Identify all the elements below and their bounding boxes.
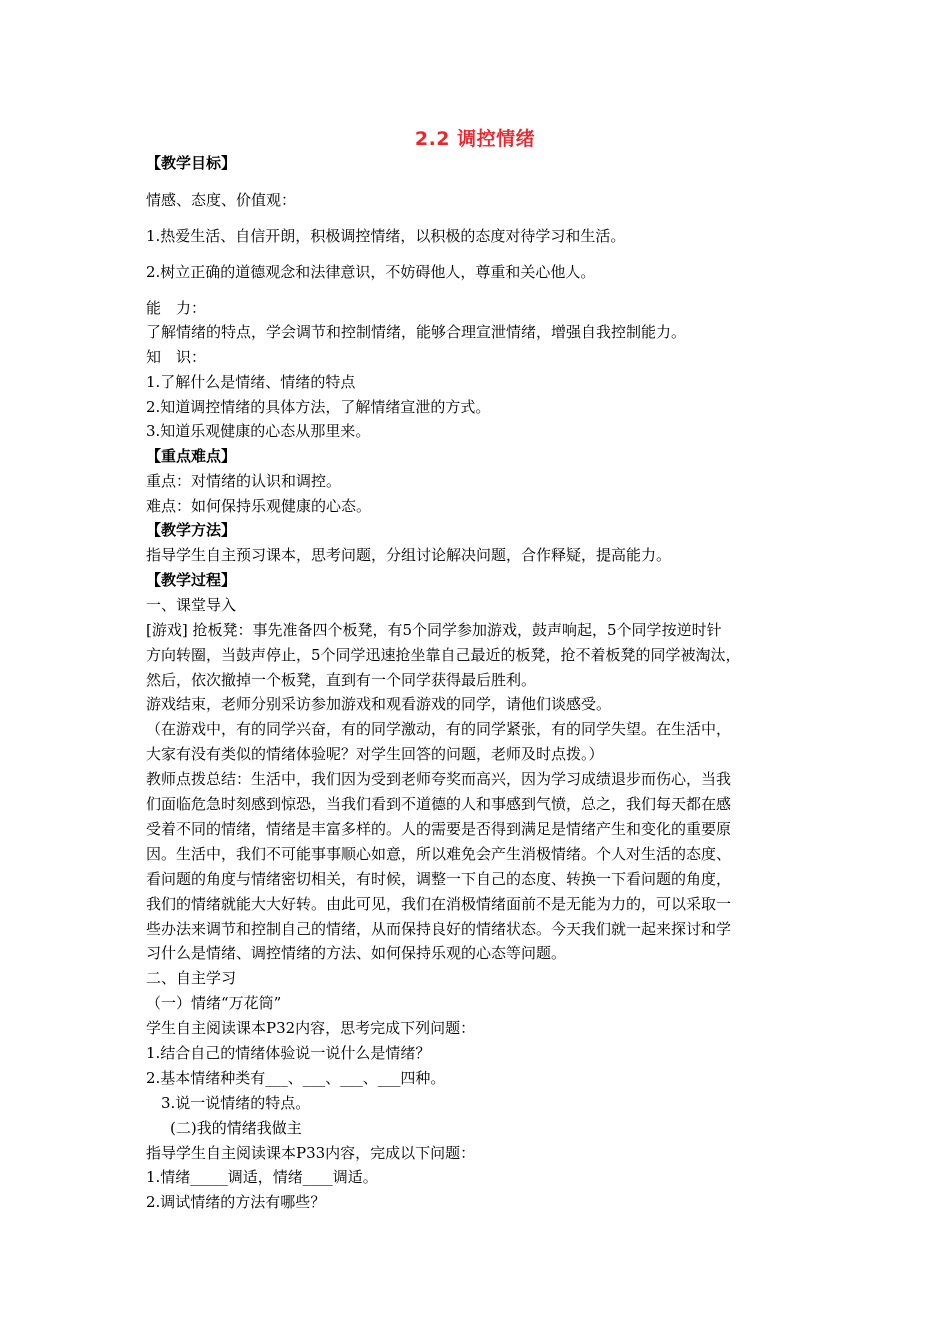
text-line: 指导学生自主预习课本，思考问题，分组讨论解决问题，合作释疑，提高能力。	[146, 546, 672, 564]
text-line: 教师点拨总结：生活中，我们因为受到老师夸奖而高兴，因为学习成绩退步而伤心，当我	[146, 770, 732, 788]
text-line: 受着不同的情绪，情绪是丰富多样的。人的需要是否得到满足是情绪产生和变化的重要原	[146, 820, 732, 838]
text-line: 们面临危急时刻感到惊恐，当我们看到不道德的人和事感到气愤，总之，我们每天都在感	[146, 795, 732, 813]
text-line: 学生自主阅读课本P32内容，思考完成下列问题：	[146, 1019, 476, 1037]
text-line: 2.基本情绪种类有___、___、___、___四种。	[146, 1069, 446, 1087]
text-line: 能 力：	[146, 299, 207, 317]
text-line: 因。生活中，我们不可能事事顺心如意，所以难免会产生消极情绪。个人对生活的态度、	[146, 845, 732, 863]
text-line: 重点：对情绪的认识和调控。	[146, 472, 342, 490]
text-line: 习什么是情绪、调控情绪的方法、如何保持乐观的心态等问题。	[146, 944, 567, 962]
text-line: 大家有没有类似的情绪体验呢？对学生回答的问题，老师及时点拨。）	[146, 745, 604, 763]
text-line: 知 识：	[146, 348, 207, 366]
text-line: 看问题的角度与情绪密切相关，有时候，调整一下自己的态度、转换一下看问题的角度，	[146, 870, 732, 888]
text-line: 二、自主学习	[146, 969, 237, 987]
text-line: 指导学生自主阅读课本P33内容，完成以下问题：	[146, 1144, 476, 1162]
text-line: 1.结合自己的情绪体验说一说什么是情绪？	[146, 1044, 431, 1062]
text-line: 难点：如何保持乐观健康的心态。	[146, 497, 372, 515]
text-line: 1.热爱生活、自信开朗，积极调控情绪，以积极的态度对待学习和生活。	[146, 227, 626, 245]
text-line: 2.调试情绪的方法有哪些？	[146, 1193, 326, 1211]
section-heading-methods: 【教学方法】	[146, 521, 237, 539]
text-line: （一）情绪“万花筒”	[146, 994, 282, 1012]
text-line: [游戏] 抢板凳：事先准备四个板凳，有5个同学参加游戏，鼓声响起，5个同学按逆时针	[146, 621, 722, 639]
text-line: 1.情绪_____调适，情绪____调适。	[146, 1168, 378, 1186]
text-line: 然后，依次撤掉一个板凳，直到有一个同学获得最后胜利。	[146, 671, 537, 689]
text-line: 2.知道调控情绪的具体方法，了解情绪宣泄的方式。	[146, 398, 491, 416]
text-line: 1.了解什么是情绪、情绪的特点	[146, 373, 356, 391]
section-heading-objectives: 【教学目标】	[146, 154, 237, 172]
section-heading-key-points: 【重点难点】	[146, 447, 237, 465]
text-line: 情感、态度、价值观：	[146, 191, 297, 209]
text-line: 游戏结束，老师分别采访参加游戏和观看游戏的同学，请他们谈感受。	[146, 695, 612, 713]
text-line: 3.说一说情绪的特点。	[161, 1094, 311, 1112]
page-title: 2.2 调控情绪	[414, 128, 536, 150]
text-line: 方向转圈，当鼓声停止，5个同学迅速抢坐靠自己最近的板凳，抢不着板凳的同学被淘汰，	[146, 646, 741, 664]
text-line: 我们的情绪就能大大好转。由此可见，我们在消极情绪面前不是无能为力的，可以采取一	[146, 895, 732, 913]
text-line: 3.知道乐观健康的心态从那里来。	[146, 422, 371, 440]
text-line: （在游戏中，有的同学兴奋，有的同学激动，有的同学紧张，有的同学失望。在生活中，	[146, 720, 732, 738]
text-line: (二)我的情绪我做主	[170, 1119, 302, 1137]
text-line: 了解情绪的特点，学会调节和控制情绪，能够合理宣泄情绪，增强自我控制能力。	[146, 323, 687, 341]
text-line: 2.树立正确的道德观念和法律意识，不妨碍他人，尊重和关心他人。	[146, 263, 596, 281]
section-heading-process: 【教学过程】	[146, 571, 237, 589]
text-line: 些办法来调节和控制自己的情绪，从而保持良好的情绪状态。今天我们就一起来探讨和学	[146, 920, 732, 938]
text-line: 一、课堂导入	[146, 596, 237, 614]
